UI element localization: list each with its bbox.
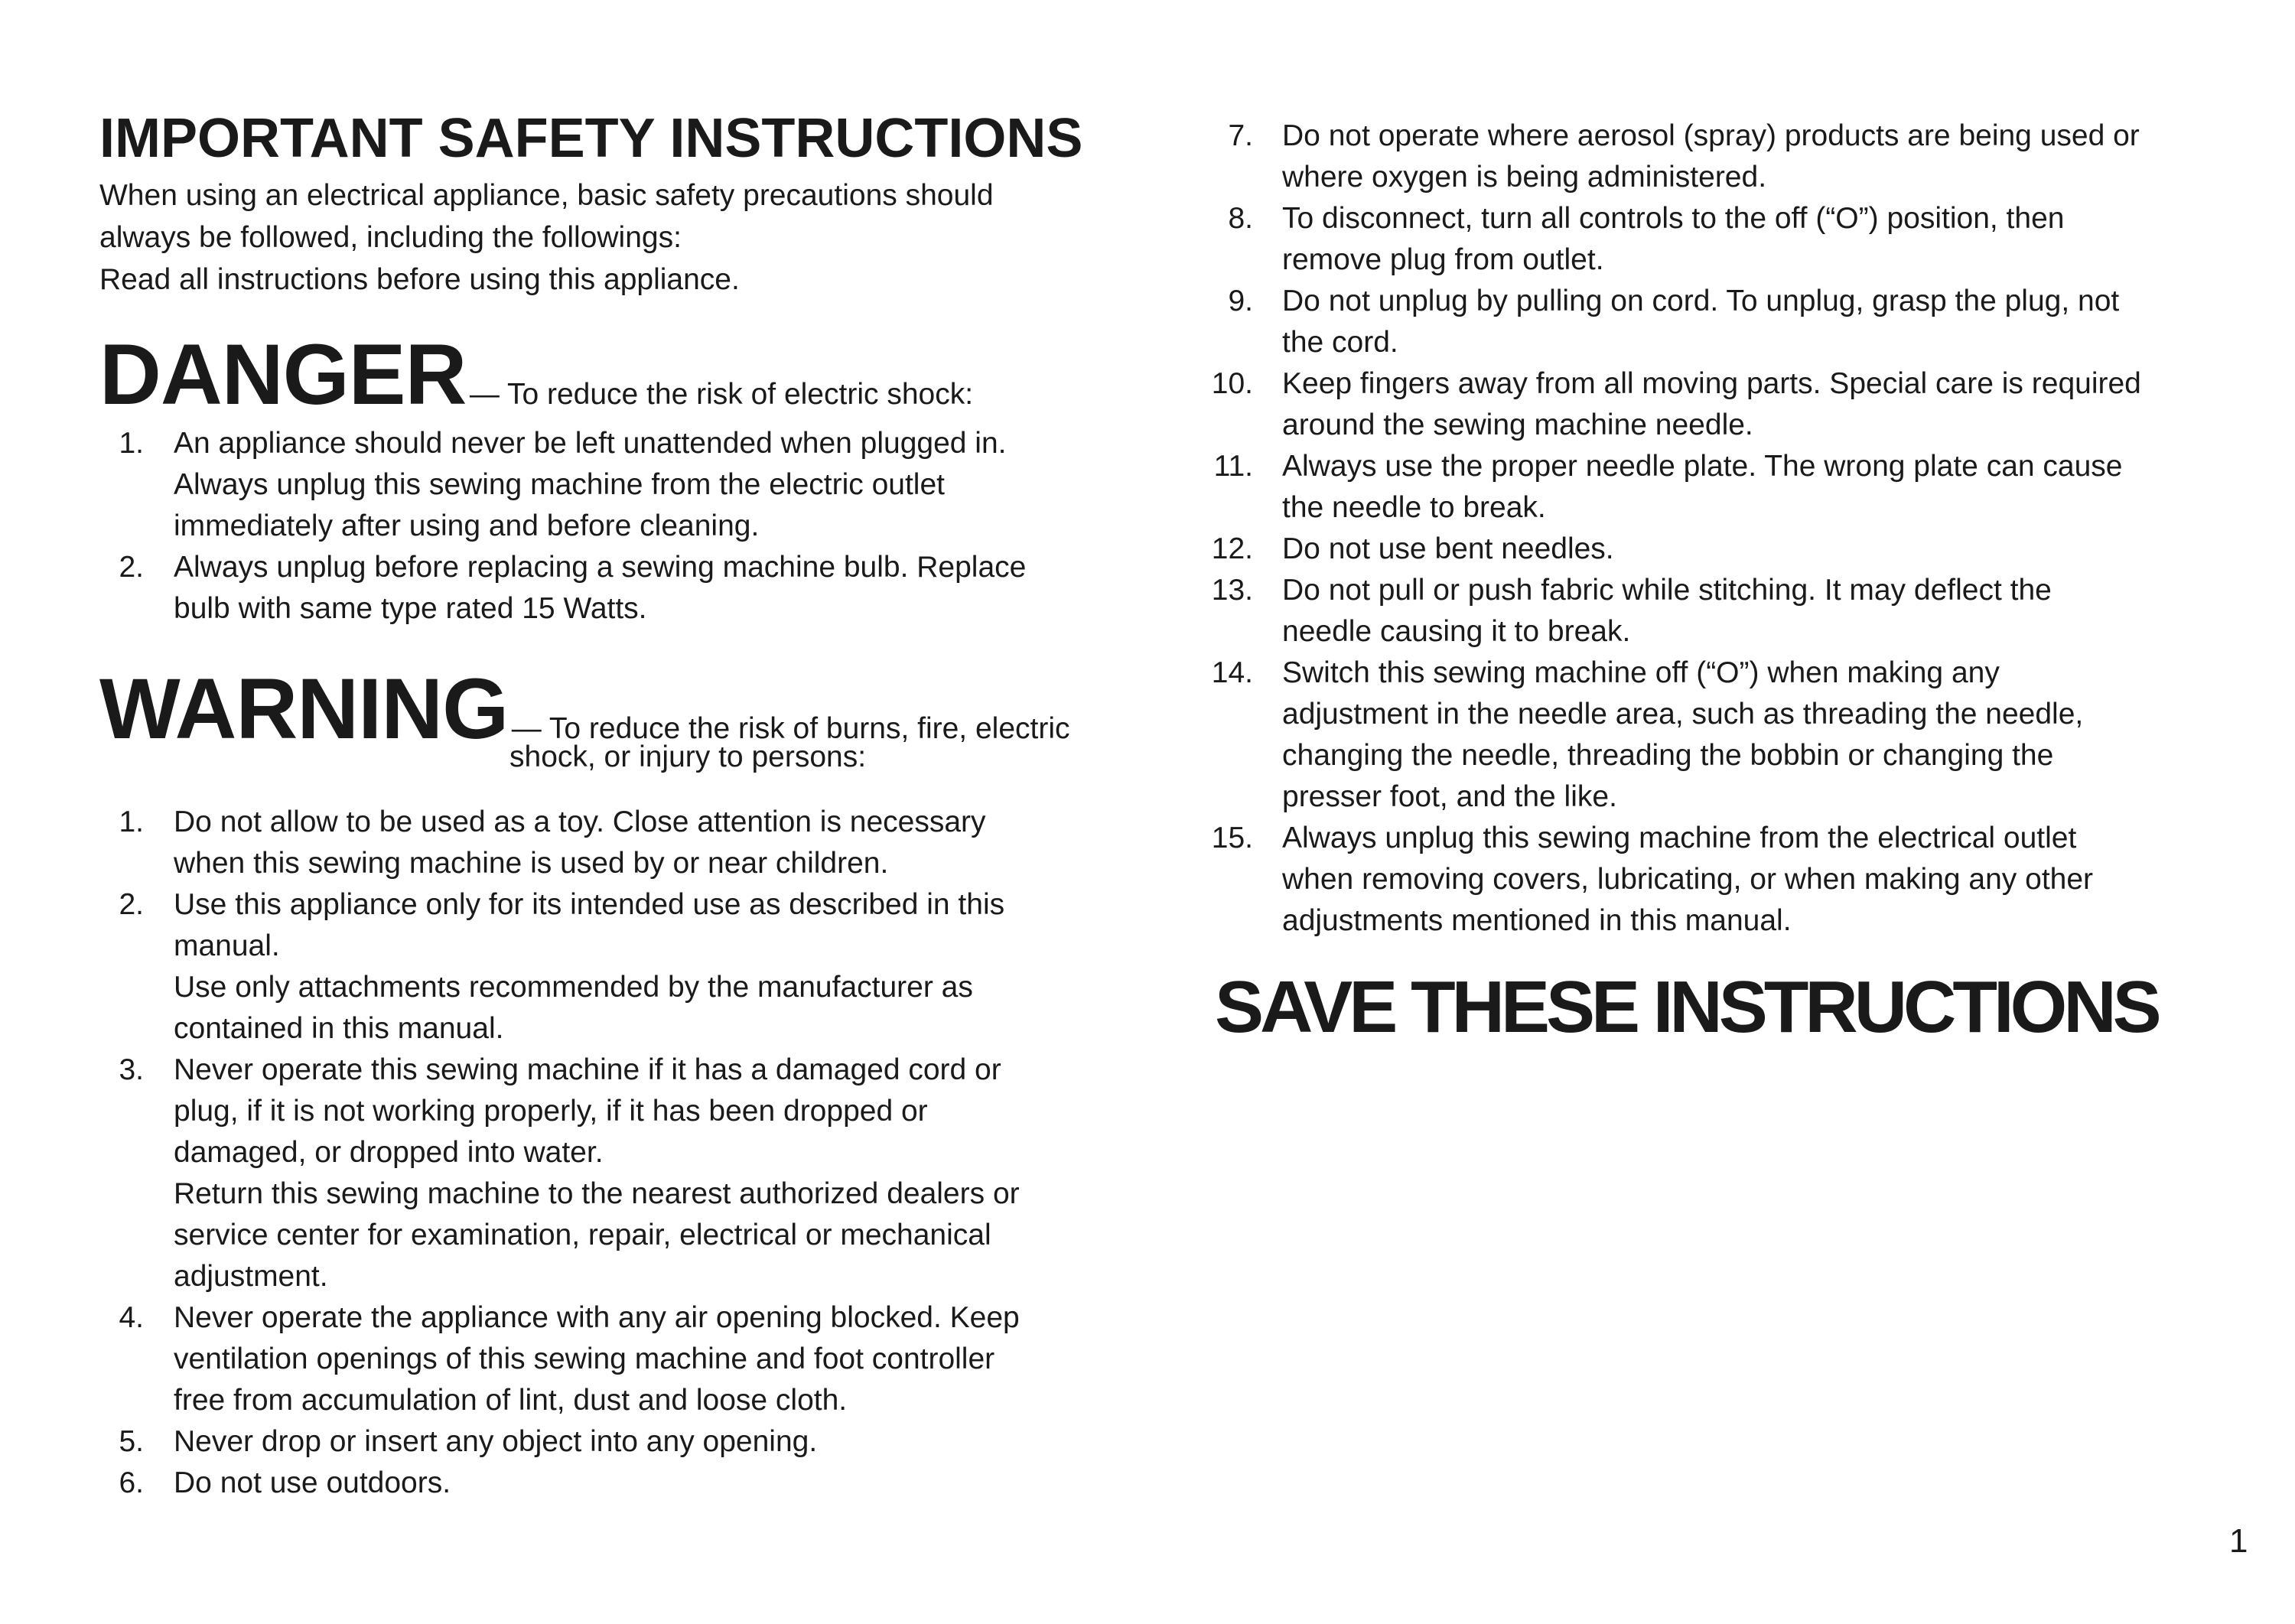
list-item (1209, 570, 2249, 653)
continued-warning-list (1209, 116, 2249, 942)
item-number: 15. (1211, 822, 1253, 854)
item-number: 1. (119, 427, 144, 460)
item-line: manual. (174, 929, 280, 962)
list-item (1209, 198, 2249, 281)
list-item (99, 1297, 1125, 1421)
item-line: Never operate the appliance with any air opening blocked. Keep (174, 1301, 1020, 1334)
item-line: Always unplug this sewing machine from the electrical outlet (1282, 822, 2077, 854)
item-line: changing the needle, threading the bobbin or changing the (1282, 739, 2054, 772)
item-line: damaged, or dropped into water. (174, 1136, 604, 1169)
item-line: where oxygen is being administered. (1282, 161, 1767, 194)
danger-list (99, 423, 1125, 630)
item-line: plug, if it is not working properly, if it has been dropped or (174, 1095, 928, 1128)
item-line: when removing covers, lubricating, or when making any other (1282, 863, 2094, 896)
item-number: 13. (1211, 574, 1253, 607)
item-line: bulb with same type rated 15 Watts. (174, 592, 647, 625)
item-number: 8. (1228, 202, 1253, 235)
item-line: To disconnect, turn all controls to the off (“O”) position, then (1282, 202, 2065, 235)
list-item (99, 1463, 1125, 1504)
item-line: immediately after using and before cleaning. (174, 509, 760, 542)
list-item (99, 1050, 1125, 1297)
item-line: ventilation openings of this sewing machine and foot controller (174, 1342, 995, 1375)
item-number: 14. (1211, 656, 1253, 689)
item-line: presser foot, and the like. (1282, 780, 1617, 813)
item-number: 7. (1228, 119, 1253, 152)
item-line: Return this sewing machine to the nearest authorized dealers or (174, 1177, 1020, 1210)
item-number: 9. (1228, 285, 1253, 317)
item-number: 12. (1211, 532, 1253, 565)
item-line: service center for examination, repair, electrical or mechanical (174, 1219, 991, 1251)
item-line: when this sewing machine is used by or near children. (174, 847, 889, 880)
item-line: Use this appliance only for its intended use as described in this (174, 888, 1005, 921)
list-item (99, 423, 1125, 547)
item-line: Switch this sewing machine off (“O”) when making any (1282, 656, 2000, 689)
danger-word: DANGER (99, 327, 467, 422)
item-line: adjustments mentioned in this manual. (1282, 904, 1792, 937)
list-item (99, 547, 1125, 630)
item-line: An appliance should never be left unattended when plugged in. (174, 427, 1007, 460)
item-line: around the sewing machine needle. (1282, 408, 1753, 441)
item-line: contained in this manual. (174, 1012, 504, 1045)
intro-line: always be followed, including the followings: (99, 221, 682, 254)
item-number: 3. (119, 1053, 144, 1086)
item-line: free from accumulation of lint, dust and loose cloth. (174, 1384, 848, 1417)
intro-line: Read all instructions before using this appliance. (99, 263, 740, 296)
item-line: Do not use bent needles. (1282, 532, 1614, 565)
item-line: Always unplug before replacing a sewing machine bulb. Replace (174, 551, 1027, 584)
item-line: Use only attachments recommended by the manufacturer as (174, 971, 973, 1004)
intro-line: When using an electrical appliance, basic safety precautions should (99, 179, 994, 212)
item-number: 4. (119, 1301, 144, 1334)
list-item (1209, 529, 2249, 570)
item-number: 6. (119, 1466, 144, 1499)
list-item (1209, 281, 2249, 363)
intro-text (99, 174, 1125, 301)
list-item (99, 802, 1125, 884)
item-number: 1. (119, 805, 144, 838)
item-line: remove plug from outlet. (1282, 243, 1604, 276)
warning-note: — To reduce the risk of burns, fire, electric (511, 712, 1070, 745)
item-line: adjustment. (174, 1260, 328, 1293)
list-item (99, 1421, 1125, 1463)
item-line: Do not pull or push fabric while stitching. It may deflect the (1282, 574, 2052, 607)
item-line: Do not unplug by pulling on cord. To unplug, grasp the plug, not (1282, 285, 2120, 317)
save-instructions-heading: SAVE THESE INSTRUCTIONS (1215, 966, 2158, 1048)
item-number: 10. (1211, 367, 1253, 400)
warning-note-continued: shock, or injury to persons: (509, 740, 867, 773)
page-title: IMPORTANT SAFETY INSTRUCTIONS (99, 108, 1083, 169)
list-item (1209, 653, 2249, 818)
page-number: 1 (2229, 1522, 2248, 1560)
item-line: the needle to break. (1282, 491, 1546, 524)
item-line: Always use the proper needle plate. The wrong plate can cause (1282, 450, 2123, 483)
item-number: 5. (119, 1425, 144, 1458)
danger-note: — To reduce the risk of electric shock: (469, 378, 974, 411)
list-item (99, 884, 1125, 1050)
warning-list (99, 802, 1125, 1504)
item-number: 2. (119, 551, 144, 584)
item-line: Never drop or insert any object into any opening. (174, 1425, 818, 1458)
list-item (1209, 818, 2249, 942)
item-line: needle causing it to break. (1282, 615, 1631, 648)
item-line: the cord. (1282, 326, 1398, 359)
warning-word: WARNING (99, 661, 509, 757)
list-item (1209, 363, 2249, 446)
item-line: Never operate this sewing machine if it has a damaged cord or (174, 1053, 1001, 1086)
item-number: 2. (119, 888, 144, 921)
item-number: 11. (1213, 450, 1253, 483)
item-line: Keep fingers away from all moving parts. Special care is required (1282, 367, 2141, 400)
item-line: Do not allow to be used as a toy. Close attention is necessary (174, 805, 986, 838)
danger-heading (99, 325, 973, 424)
item-line: Always unplug this sewing machine from the electric outlet (174, 468, 945, 501)
list-item (1209, 446, 2249, 529)
item-line: Do not use outdoors. (174, 1466, 451, 1499)
item-line: Do not operate where aerosol (spray) products are being used or (1282, 119, 2140, 152)
item-line: adjustment in the needle area, such as threading the needle, (1282, 698, 2084, 731)
list-item (1209, 116, 2249, 198)
